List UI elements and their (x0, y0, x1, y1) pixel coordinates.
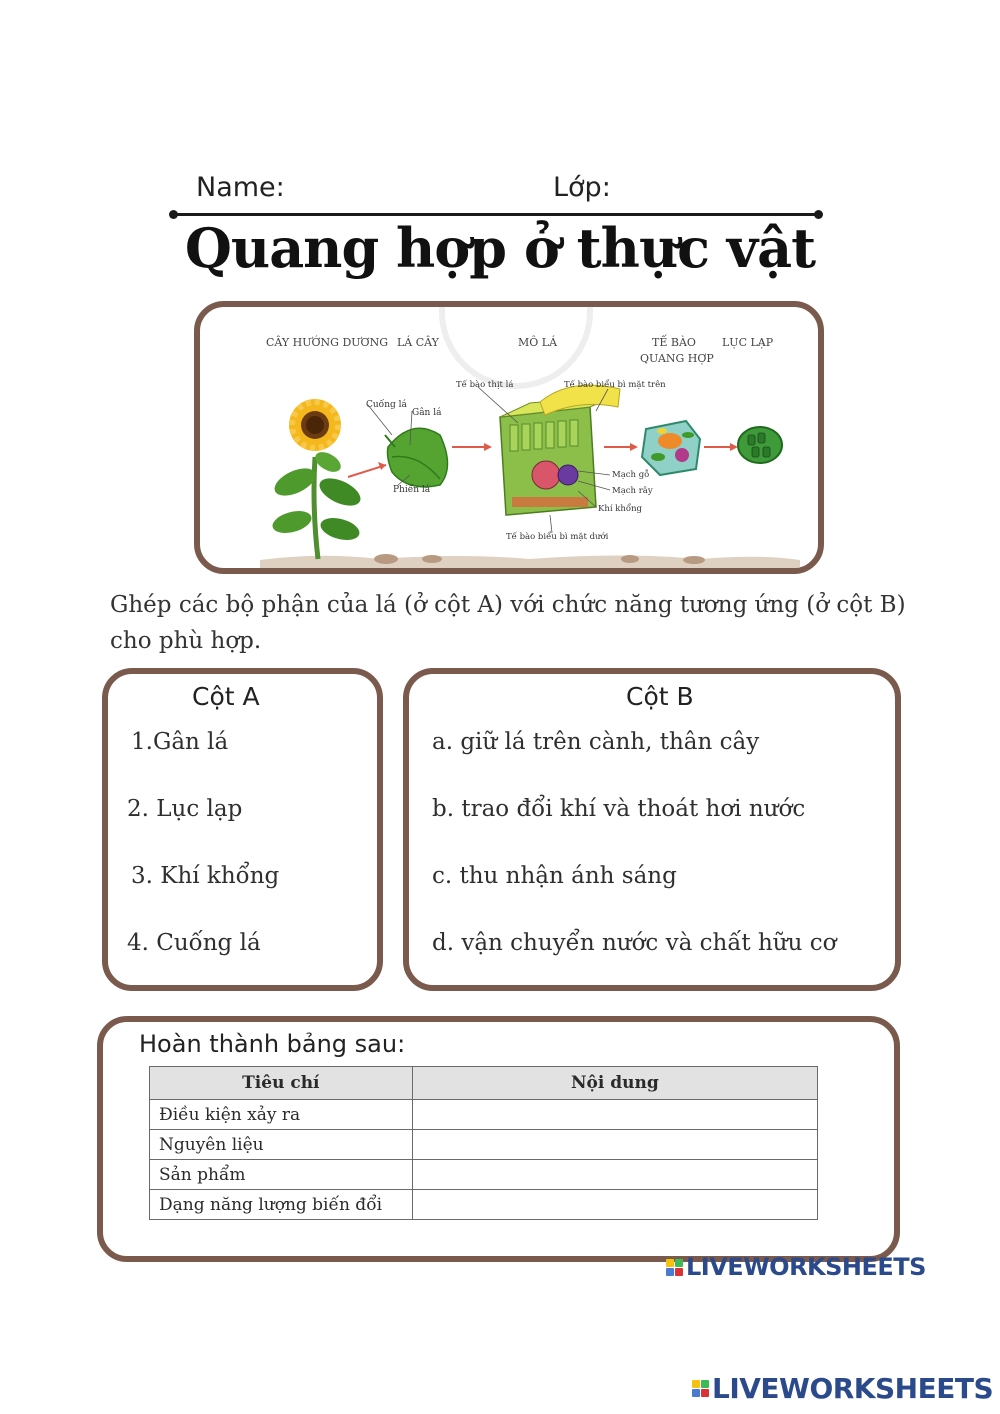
header-content: Nội dung (412, 1067, 817, 1100)
label-leaf: LÁ CÂY (397, 336, 439, 349)
table-row (150, 1160, 818, 1190)
answer-cell[interactable] (412, 1160, 817, 1190)
matching-instruction: Ghép các bộ phận của lá (ở cột A) với chức năng tương ứng (ở cột B) cho phù hợp. (110, 592, 906, 654)
label-tissue: MÔ LÁ (518, 336, 558, 349)
label-cell-line2: QUANG HỢP (640, 352, 714, 365)
row-criterion: Điều kiện xảy ra (150, 1100, 413, 1130)
label-lower-epidermis: Tế bào biểu bì mặt dưới (506, 532, 609, 542)
row-criterion: Dạng năng lượng biến đổi (150, 1190, 413, 1220)
page-title: Quang hợp ở thực vật (184, 216, 816, 280)
answer-cell[interactable] (412, 1100, 817, 1130)
watermark-text: LIVEWORKSHEETS (686, 1253, 926, 1281)
chloroplast-icon (738, 427, 782, 463)
column-a-item: 2. Lục lạp (127, 796, 243, 822)
table-row (150, 1130, 818, 1160)
column-b-item: c. thu nhận ánh sáng (432, 863, 677, 889)
row-criterion: Nguyên liệu (150, 1130, 413, 1160)
table-row (150, 1100, 818, 1130)
column-b-title: Cột B (626, 682, 694, 711)
plant-cell-icon (642, 421, 700, 475)
photosynthesis-diagram (200, 307, 818, 568)
class-label: Lớp: (553, 172, 611, 203)
table-panel (97, 1016, 900, 1262)
column-b-item: a. giữ lá trên cành, thân cây (432, 729, 760, 755)
column-a-item: 1.Gân lá (131, 729, 229, 755)
diagram-frame (194, 301, 824, 574)
column-a-panel (102, 668, 383, 991)
label-upper-epidermis: Tế bào biểu bì mặt trên (564, 380, 666, 390)
label-blade: Phiến lá (393, 485, 431, 495)
liveworksheets-watermark-footer (692, 1372, 993, 1405)
watermark-text: LIVEWORKSHEETS (712, 1372, 994, 1405)
liveworksheets-watermark-inner (666, 1253, 926, 1281)
column-b-panel (403, 668, 901, 991)
header-criteria: Tiêu chí (150, 1067, 413, 1100)
label-chloroplast: LỤC LẠP (722, 336, 774, 349)
label-mesophyll: Tế bào thịt lá (456, 380, 514, 390)
liveworksheets-logo-icon (666, 1259, 683, 1276)
liveworksheets-logo-icon (692, 1380, 709, 1397)
column-a-item: 3. Khí khổng (131, 863, 280, 889)
row-criterion: Sản phẩm (150, 1160, 413, 1190)
table-row (150, 1190, 818, 1220)
column-a-item: 4. Cuống lá (127, 930, 261, 956)
name-label: Name: (196, 172, 285, 203)
sunflower-icon (270, 399, 364, 559)
table-header-row (150, 1067, 818, 1100)
label-phloem: Mạch rây (612, 486, 653, 496)
label-petiole: Cuống lá (366, 400, 407, 410)
label-vein: Gân lá (412, 408, 442, 418)
label-sunflower: CÂY HƯỚNG DƯƠNG (266, 336, 388, 349)
faint-watermark-circle (442, 307, 590, 386)
column-a-title: Cột A (192, 682, 260, 711)
column-b-item: b. trao đổi khí và thoát hơi nước (432, 796, 806, 822)
answer-cell[interactable] (412, 1130, 817, 1160)
criteria-table (149, 1066, 818, 1220)
leaf-tissue-icon (500, 385, 620, 515)
ground (260, 556, 800, 569)
label-cell-line1: TẾ BÀO (652, 336, 696, 349)
label-stomata: Khí khổng (598, 504, 642, 514)
answer-cell[interactable] (412, 1190, 817, 1220)
label-xylem: Mạch gỗ (612, 470, 650, 480)
table-heading: Hoàn thành bảng sau: (139, 1030, 406, 1058)
column-b-item: d. vận chuyển nước và chất hữu cơ (432, 930, 837, 956)
leaf-icon (385, 428, 448, 487)
